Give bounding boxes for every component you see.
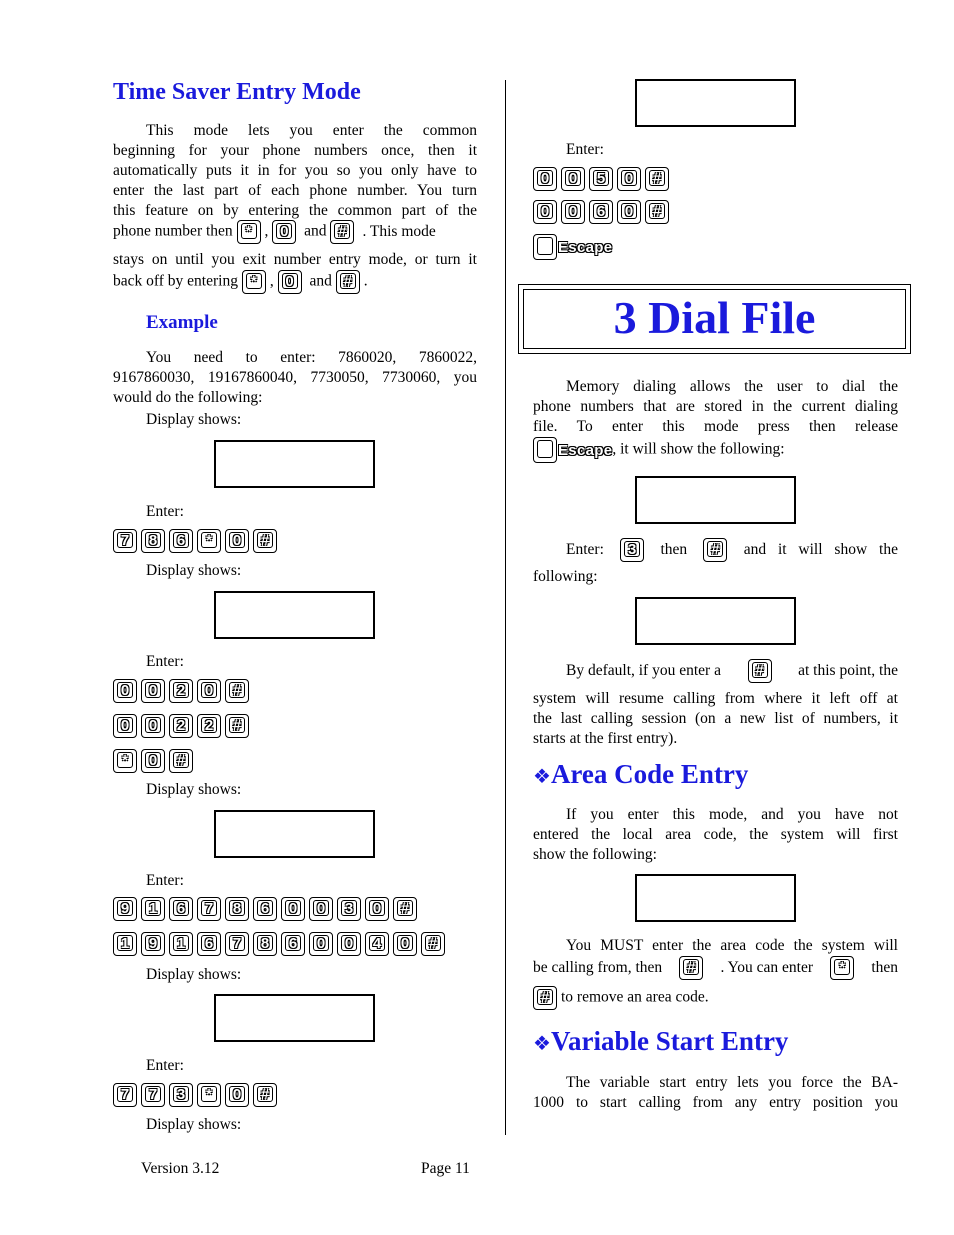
footer-version: Version 3.12 [141,1160,220,1177]
key-hash-icon: # [330,220,354,244]
key-hash-icon: # [748,659,772,683]
key-8-icon: 8 [225,897,249,921]
key-8-icon: 8 [253,932,277,956]
enter-label: Enter: [146,503,184,520]
key-hash-icon: # [253,529,277,553]
key-6-icon: 6 [169,529,193,553]
key-hash-icon: # [336,270,360,294]
key-star-icon: * [830,956,854,980]
key-hash-icon: # [253,1083,277,1107]
lcd-display [635,597,796,645]
key-hash-icon: # [645,200,669,224]
text: . This mode [362,222,436,240]
variable-paragraph [533,1073,898,1113]
key-0-icon: 0 [561,200,585,224]
key-2-icon: 2 [169,679,193,703]
key-star-icon: * [237,220,261,244]
text: If you enter this mode, and you have not [566,806,898,823]
heading-area-code [533,759,748,790]
key-6-icon: 6 [253,897,277,921]
text: starts at the first entry). [533,730,678,747]
key-3-icon: 3 [620,538,644,562]
key-0-icon: 0 [272,220,296,244]
key-0-icon: 0 [278,270,302,294]
key-7-icon: 7 [113,1083,137,1107]
key-0-icon: 0 [141,679,165,703]
key-sequence [113,897,421,923]
key-2-icon: 2 [169,714,193,738]
example-paragraph [113,348,477,408]
key-sequence [533,200,673,226]
escape-key [533,234,612,260]
key-0-icon: 0 [141,714,165,738]
default-line-1 [566,659,898,683]
key-hash-icon: # [169,749,193,773]
intro-line: This mode lets you enter the common [146,122,477,139]
intro-line: beginning for your phone numbers once, then it [113,142,477,159]
key-9-icon: 9 [113,897,137,921]
key-0-icon: 0 [225,529,249,553]
key-6-icon: 6 [589,200,613,224]
key-sequence [113,679,253,705]
display-shows-label: Display shows: [146,781,242,798]
enter-label: Enter: [146,872,184,889]
text: Area Code Entry [550,759,749,789]
text: and [304,222,327,240]
key-8-icon: 8 [141,529,165,553]
memory-line-4 [533,437,785,463]
must-line-1 [533,936,898,956]
lcd-display [214,994,375,1042]
lcd-display [635,476,796,524]
key-0-icon: 0 [337,932,361,956]
heading-variable-start [533,1026,788,1057]
key-0-icon: 0 [281,897,305,921]
text: show the following: [533,846,657,863]
lcd-display [214,440,375,488]
display-shows-label: Display shows: [146,562,242,579]
key-0-icon: 0 [197,679,221,703]
key-sequence [113,529,281,555]
must-line-2 [533,956,898,980]
memory-paragraph [533,377,898,437]
text: the last calling session (on a new list of numbers, it [533,710,898,727]
key-sequence [533,167,673,193]
key-0-icon: 0 [617,167,641,191]
text: file. To enter this mode press then release [533,418,898,435]
escape-key-icon [533,437,557,463]
key-hash-icon: # [225,714,249,738]
key-star-icon: * [242,270,266,294]
area-paragraph [533,805,898,865]
key-star-icon: * [197,1083,221,1107]
text: , it will show the following: [612,440,785,458]
key-6-icon: 6 [197,932,221,956]
enter-3-line [566,538,898,562]
escape-key-label: Escape [558,441,613,459]
key-hash-icon: # [533,986,557,1010]
key-sequence [113,749,197,775]
enter-label: Enter: [146,653,184,670]
section-title: 3 Dial File [613,292,816,343]
key-sequence [113,932,449,958]
section-title-box [518,284,911,354]
display-shows-label: Display shows: [146,966,242,983]
text: By default, if you enter a [566,662,721,679]
text: You MUST enter the area code the system will [566,937,898,954]
following-label: following: [533,568,598,585]
text: would do the following: [113,389,263,406]
key-hash-icon: # [679,956,703,980]
text: You need to enter: 7860020, 7860022, [146,349,477,366]
key-sequence [113,1083,281,1109]
key-1-icon: 1 [169,932,193,956]
key-3-icon: 3 [337,897,361,921]
key-0-icon: 0 [113,679,137,703]
heading-time-saver: Time Saver Entry Mode [113,79,361,105]
text: Variable Start Entry [550,1026,789,1056]
intro-line: this feature on by entering the common part of the [113,202,477,219]
intro-line: automatically puts it in for you so you only have to [113,162,477,179]
lcd-display [214,591,375,639]
enter-label: Enter: [566,141,604,158]
key-1-icon: 1 [141,897,165,921]
heading-example: Example [146,312,218,333]
text: stays on until you exit number entry mode, or turn it [113,251,477,268]
text: phone numbers that are stored in the current dialing [533,398,898,415]
lcd-display [214,810,375,858]
key-star-icon: * [197,529,221,553]
key-0-icon: 0 [365,897,389,921]
lcd-display [635,874,796,922]
text: , [264,222,269,240]
text: , [269,272,274,290]
must-line-3 [533,986,709,1010]
text: to remove an area code. [561,988,709,1006]
key-hash-icon: # [421,932,445,956]
text: then [660,541,688,558]
diamond-bullet-icon: ❖ [533,1031,551,1055]
key-sequence [113,714,253,740]
text: Memory dialing allows the user to dial the [566,378,898,395]
text: phone number then [113,222,233,240]
key-0-icon: 0 [393,932,417,956]
key-0-icon: 0 [225,1083,249,1107]
lcd-display [635,79,796,127]
default-paragraph [533,689,898,749]
intro-line-keys-2 [113,270,368,294]
text: 1000 to start calling from any entry position you [533,1094,898,1111]
text: and it will show the [743,541,898,558]
key-3-icon: 3 [169,1083,193,1107]
intro-paragraph [113,121,477,221]
key-0-icon: 0 [309,897,333,921]
text: . You can enter [720,959,813,976]
diamond-bullet-icon: ❖ [533,764,551,788]
escape-key-label: Escape [558,238,613,256]
key-7-icon: 7 [113,529,137,553]
key-9-icon: 9 [141,932,165,956]
key-0-icon: 0 [141,749,165,773]
key-1-icon: 1 [113,932,137,956]
text: 9167860030, 19167860040, 7730050, 7730060, you [113,369,477,386]
display-shows-label: Display shows: [146,411,242,428]
text: at this point, the [798,662,898,679]
key-0-icon: 0 [113,714,137,738]
key-7-icon: 7 [141,1083,165,1107]
enter-label: Enter: [146,1057,184,1074]
key-0-icon: 0 [617,200,641,224]
text: system will resume calling from where it left off at [533,690,898,707]
key-hash-icon: # [645,167,669,191]
key-0-icon: 0 [561,167,585,191]
key-star-icon: * [113,749,137,773]
key-5-icon: 5 [589,167,613,191]
key-hash-icon: # [703,538,727,562]
text: Enter: [566,541,604,558]
key-0-icon: 0 [309,932,333,956]
text: . [363,272,368,290]
key-0-icon: 0 [533,200,557,224]
column-divider [505,80,506,1135]
key-0-icon: 0 [533,167,557,191]
intro-line-keys-1 [113,220,436,244]
text: and [309,272,332,290]
key-4-icon: 4 [365,932,389,956]
key-6-icon: 6 [281,932,305,956]
intro-line: enter the last part of each phone number. You turn [113,182,477,199]
key-7-icon: 7 [197,897,221,921]
footer-page-number: Page 11 [421,1160,470,1177]
key-hash-icon: # [225,679,249,703]
escape-key-icon [533,234,557,260]
text: entered the local area code, the system will first [533,826,898,843]
intro-line-7 [113,250,477,270]
key-hash-icon: # [393,897,417,921]
key-2-icon: 2 [197,714,221,738]
text: then [871,959,898,976]
key-7-icon: 7 [225,932,249,956]
text: The variable start entry lets you force the BA- [566,1074,898,1091]
display-shows-label: Display shows: [146,1116,242,1133]
text: be calling from, then [533,959,663,976]
key-6-icon: 6 [169,897,193,921]
text: back off by entering [113,272,238,290]
